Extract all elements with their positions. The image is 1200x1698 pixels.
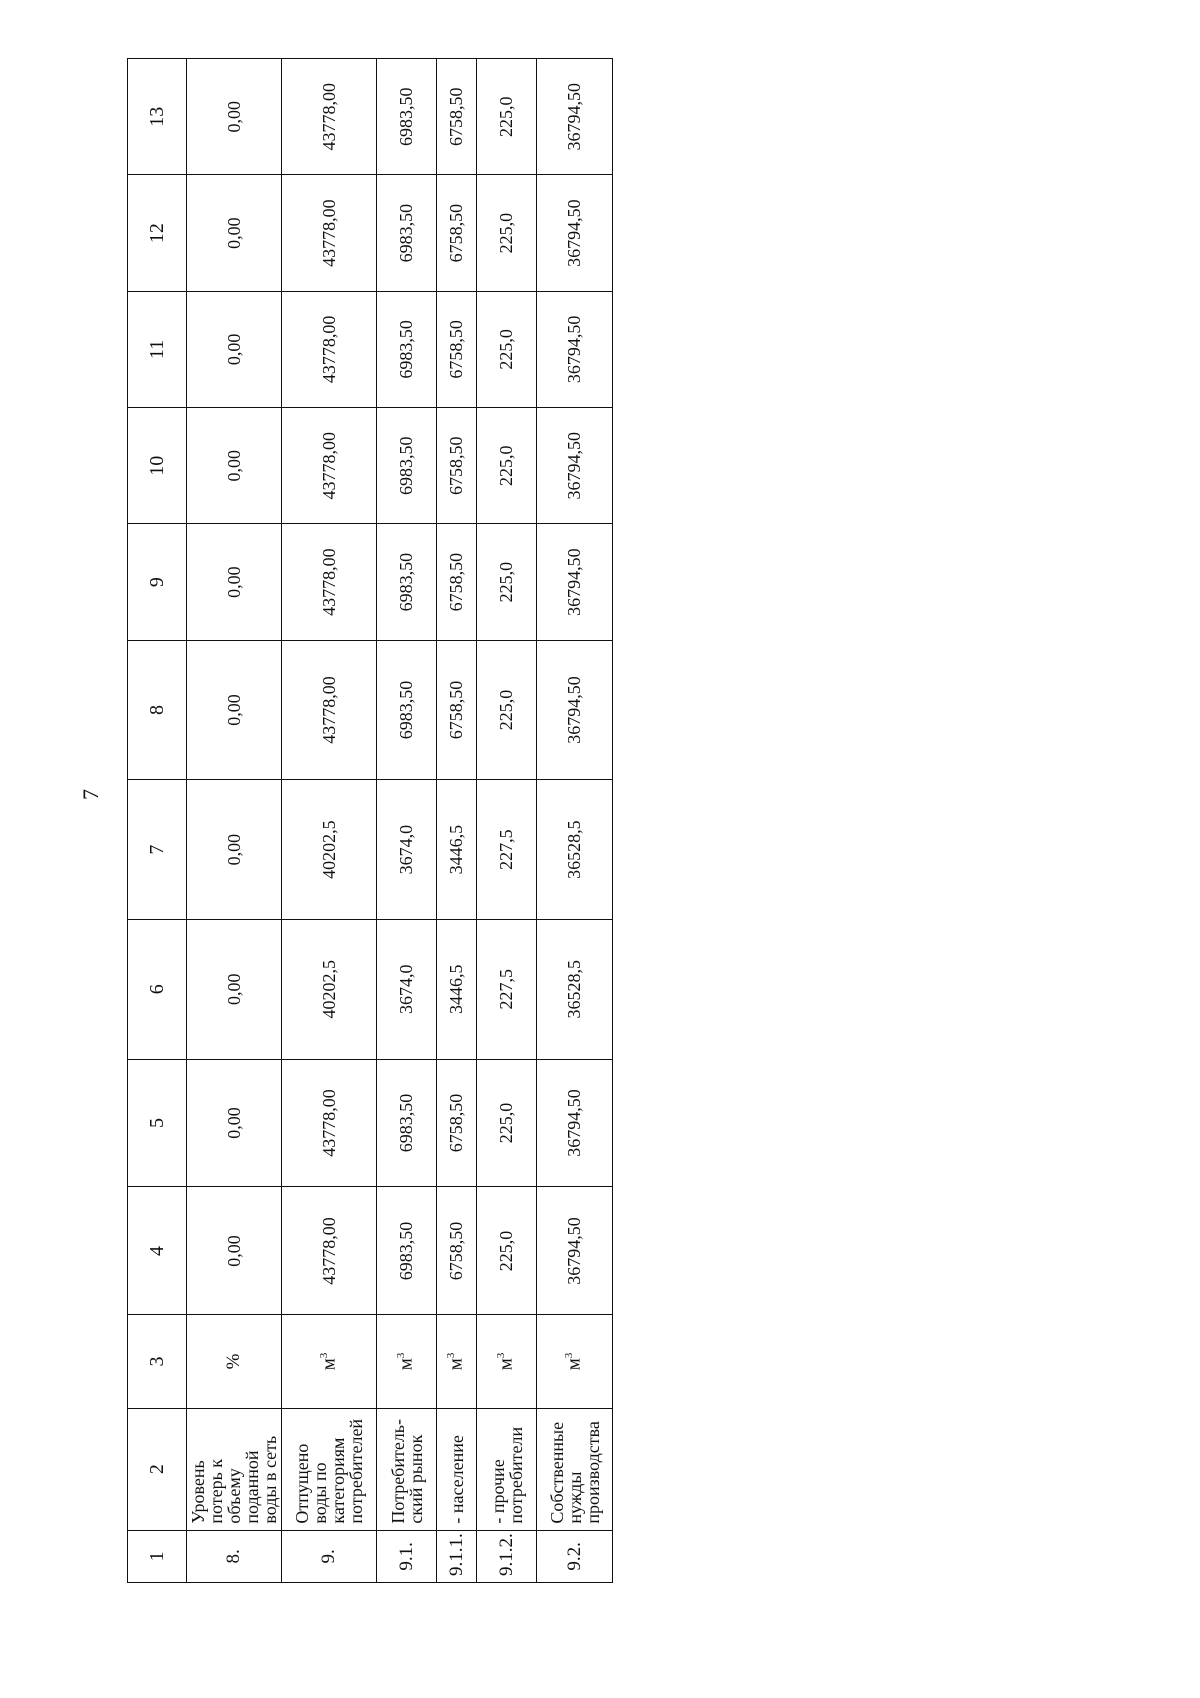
cell-value: 225,0 <box>477 175 537 291</box>
cell-value: 0,00 <box>187 59 282 175</box>
cell-value: 6758,50 <box>437 524 477 640</box>
unit-exponent: 3 <box>317 1352 330 1359</box>
cell-value: 0,00 <box>187 1059 282 1187</box>
column-header: 8 <box>128 640 187 780</box>
row-name: Уровень потерь к объему поданной воды в сеть <box>187 1408 282 1530</box>
cell-value: 6758,50 <box>437 640 477 780</box>
cell-value: 43778,00 <box>282 175 377 291</box>
unit-base: м <box>395 1358 417 1371</box>
column-header: 4 <box>128 1187 187 1315</box>
unit-base: % <box>223 1353 244 1370</box>
cell-value: 6983,50 <box>377 640 437 780</box>
row-unit <box>377 1315 437 1408</box>
row-unit <box>282 1315 377 1408</box>
cell-value: 0,00 <box>187 408 282 524</box>
row-name: Потребитель-ский рынок <box>377 1408 437 1530</box>
unit-exponent: 3 <box>495 1352 508 1359</box>
cell-value: 36794,50 <box>537 175 613 291</box>
page-number: 7 <box>78 789 103 800</box>
cell-value: 40202,5 <box>282 919 377 1059</box>
cell-value: 6983,50 <box>377 1059 437 1187</box>
cell-value: 36794,50 <box>537 640 613 780</box>
cell-value: 43778,00 <box>282 408 377 524</box>
column-header: 13 <box>128 59 187 175</box>
cell-value: 43778,00 <box>282 1187 377 1315</box>
cell-value: 36794,50 <box>537 524 613 640</box>
cell-value: 36794,50 <box>537 59 613 175</box>
cell-value: 225,0 <box>477 1187 537 1315</box>
cell-value: 43778,00 <box>282 524 377 640</box>
row-unit <box>437 1315 477 1408</box>
column-header: 2 <box>128 1408 187 1530</box>
cell-value: 3446,5 <box>437 919 477 1059</box>
row-name: Отпущено воды по категориям потребителей <box>282 1408 377 1530</box>
row-number: 8. <box>187 1530 282 1582</box>
row-unit <box>537 1315 613 1408</box>
cell-value: 6758,50 <box>437 1059 477 1187</box>
cell-value: 36794,50 <box>537 1187 613 1315</box>
cell-value: 225,0 <box>477 640 537 780</box>
row-number: 9.1.1. <box>437 1530 477 1582</box>
column-header: 5 <box>128 1059 187 1187</box>
cell-value: 227,5 <box>477 919 537 1059</box>
cell-value: 36528,5 <box>537 919 613 1059</box>
cell-value: 225,0 <box>477 1059 537 1187</box>
table-row <box>477 59 537 1583</box>
cell-value: 6983,50 <box>377 408 437 524</box>
column-header: 6 <box>128 919 187 1059</box>
table-row <box>377 59 437 1583</box>
cell-value: 43778,00 <box>282 1059 377 1187</box>
column-header: 12 <box>128 175 187 291</box>
cell-value: 6983,50 <box>377 291 437 407</box>
row-name: Собственные нужды производства <box>537 1408 613 1530</box>
cell-value: 225,0 <box>477 408 537 524</box>
unit-exponent: 3 <box>445 1352 458 1359</box>
cell-value: 36794,50 <box>537 408 613 524</box>
cell-value: 0,00 <box>187 1187 282 1315</box>
unit-base: м <box>445 1358 467 1371</box>
row-number: 9.1. <box>377 1530 437 1582</box>
table-row <box>537 59 613 1583</box>
row-name: - население <box>437 1408 477 1530</box>
cell-value: 3446,5 <box>437 780 477 920</box>
cell-value: 43778,00 <box>282 291 377 407</box>
table-row <box>282 59 377 1583</box>
cell-value: 40202,5 <box>282 780 377 920</box>
cell-value: 0,00 <box>187 640 282 780</box>
cell-value: 6758,50 <box>437 175 477 291</box>
row-unit <box>187 1315 282 1408</box>
cell-value: 6758,50 <box>437 408 477 524</box>
unit-base: м <box>495 1358 517 1371</box>
rotated-table-container <box>127 58 613 1583</box>
row-unit <box>477 1315 537 1408</box>
cell-value: 0,00 <box>187 175 282 291</box>
column-header: 1 <box>128 1530 187 1582</box>
column-header: 10 <box>128 408 187 524</box>
table-row <box>437 59 477 1583</box>
row-number: 9. <box>282 1530 377 1582</box>
column-header: 9 <box>128 524 187 640</box>
cell-value: 43778,00 <box>282 59 377 175</box>
cell-value: 3674,0 <box>377 919 437 1059</box>
data-table <box>127 58 613 1583</box>
unit-base: м <box>318 1358 340 1371</box>
cell-value: 6758,50 <box>437 291 477 407</box>
cell-value: 3674,0 <box>377 780 437 920</box>
cell-value: 43778,00 <box>282 640 377 780</box>
unit-exponent: 3 <box>563 1352 576 1359</box>
row-number: 9.2. <box>537 1530 613 1582</box>
column-header: 7 <box>128 780 187 920</box>
cell-value: 36528,5 <box>537 780 613 920</box>
cell-value: 227,5 <box>477 780 537 920</box>
table-row <box>187 59 282 1583</box>
cell-value: 6983,50 <box>377 1187 437 1315</box>
cell-value: 6983,50 <box>377 59 437 175</box>
cell-value: 225,0 <box>477 59 537 175</box>
row-number: 9.1.2. <box>477 1530 537 1582</box>
cell-value: 0,00 <box>187 291 282 407</box>
column-header: 11 <box>128 291 187 407</box>
cell-value: 0,00 <box>187 780 282 920</box>
cell-value: 6983,50 <box>377 524 437 640</box>
cell-value: 6758,50 <box>437 1187 477 1315</box>
cell-value: 6983,50 <box>377 175 437 291</box>
cell-value: 36794,50 <box>537 291 613 407</box>
cell-value: 36794,50 <box>537 1059 613 1187</box>
header-row <box>128 59 187 1583</box>
column-header: 3 <box>128 1315 187 1408</box>
cell-value: 0,00 <box>187 524 282 640</box>
cell-value: 225,0 <box>477 524 537 640</box>
unit-base: м <box>563 1358 585 1371</box>
cell-value: 6758,50 <box>437 59 477 175</box>
cell-value: 225,0 <box>477 291 537 407</box>
cell-value: 0,00 <box>187 919 282 1059</box>
unit-exponent: 3 <box>395 1352 408 1359</box>
row-name: - прочие потребители <box>477 1408 537 1530</box>
